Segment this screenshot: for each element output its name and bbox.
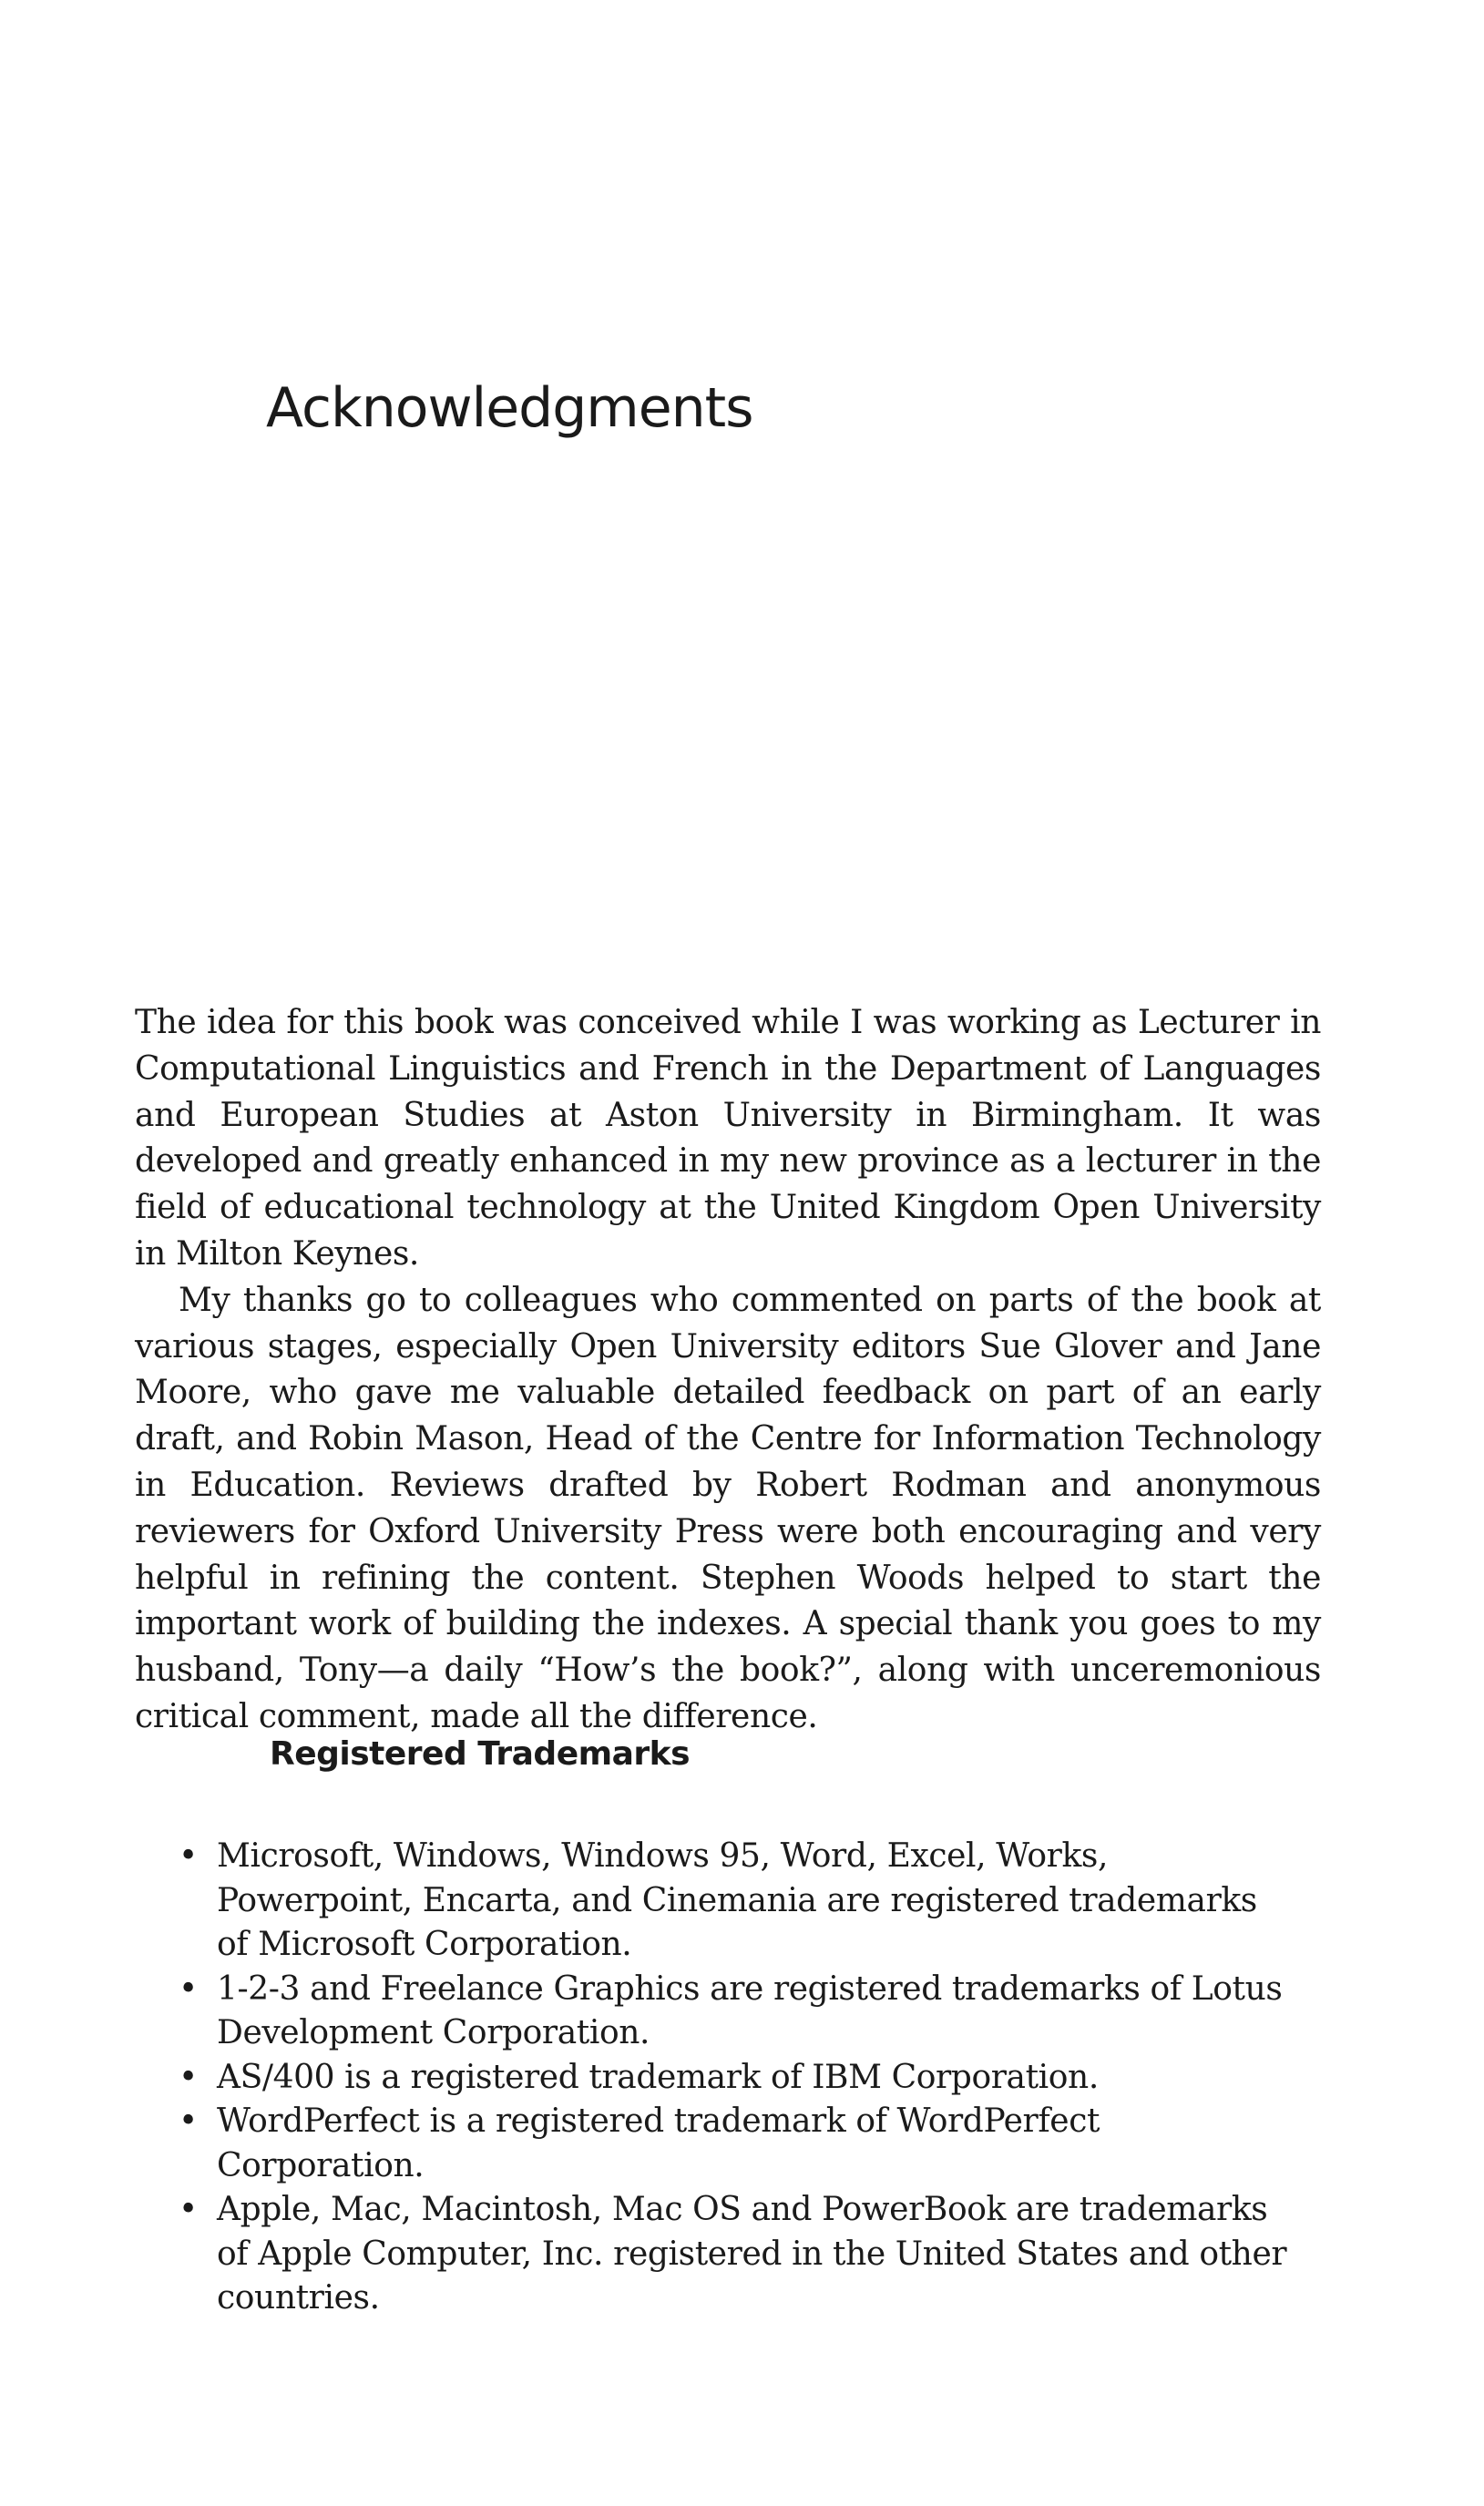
list-item: [179, 2100, 1292, 2188]
acknowledgments-body: [135, 1000, 1321, 1741]
bullet-icon: •: [179, 2058, 198, 2096]
list-item-text: AS/400 is a registered trademark of IBM Corporation.: [217, 2058, 1099, 2096]
list-item-text: WordPerfect is a registered trademark of WordPerfect Corporation.: [217, 2102, 1100, 2184]
bullet-icon: •: [179, 2102, 198, 2140]
list-item-text: Apple, Mac, Macintosh, Mac OS and PowerBook are trademarks of Apple Computer, Inc. registered in the United States and other countries.: [217, 2191, 1287, 2317]
trademark-list: [179, 1835, 1292, 2321]
list-item: [179, 2188, 1292, 2321]
paragraph-intro: The idea for this book was conceived while I was working as Lecturer in Computational Linguistics and French in the Department of Languages and European Studies at Aston University in Birmingham. It was developed and greatly enhanced in my new province as a lecturer in the field of educational technology at the United Kingdom Open University in Milton Keynes.: [135, 1004, 1321, 1273]
trademarks-heading: Registered Trademarks: [270, 1735, 691, 1773]
list-item: [179, 1835, 1292, 1968]
list-item-text: Microsoft, Windows, Windows 95, Word, Excel, Works, Powerpoint, Encarta, and Cinemania are registered trademarks of Microsoft Corporation.: [217, 1837, 1257, 1963]
bullet-icon: •: [179, 1837, 198, 1875]
paragraph-thanks: My thanks go to colleagues who commented on parts of the book at various stages, especially Open University editors Sue Glover and Jane Moore, who gave me valuable detailed feedback on part of an early draft, and Robin Mason, Head of the Centre for Information Technology in Education. Reviews drafted by Robert Rodman and anonymous reviewers for Oxford University Press were both encouraging and very helpful in refining the content. Stephen Woods helped to start the important work of building the indexes. A special thank you goes to my husband, Tony—a daily “How’s the book?”, along with unceremonious critical comment, made all the difference.: [135, 1281, 1321, 1735]
page-title: Acknowledgments: [266, 376, 753, 440]
bullet-icon: •: [179, 2191, 198, 2228]
list-item: [179, 2056, 1292, 2101]
list-item: [179, 1968, 1292, 2056]
bullet-icon: •: [179, 1969, 198, 2008]
list-item-text: 1-2-3 and Freelance Graphics are registered trademarks of Lotus Development Corporation.: [217, 1969, 1283, 2051]
